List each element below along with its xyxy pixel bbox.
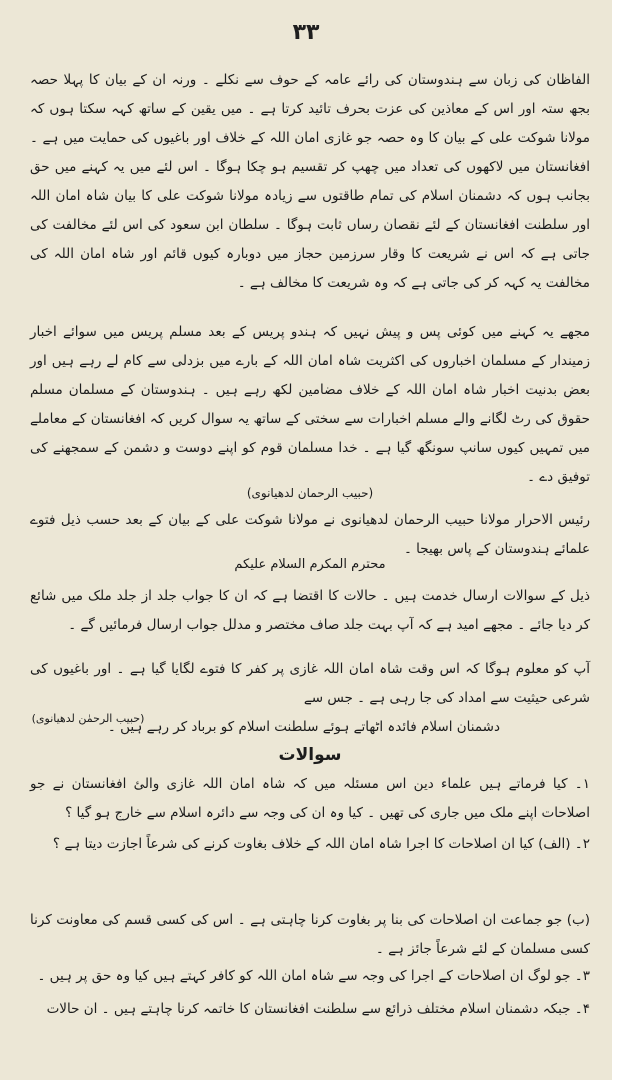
paragraph-5: آپ کو معلوم ہوگا کہ اس وقت شاہ امان اللہ غازی پر کفر کا فتوے لگایا گیا ہے ۔ اور باغیوں کی شرعی حیثیت سے امداد کی جا رہی ہے ۔ جس سے <box>30 661 590 706</box>
paragraph-1: الفاظان کی زبان سے ہندوستان کی رائے عامہ کے حوف سے نکلے ۔ ورنہ ان کے بیان کا پہلا حصہ بجھ ستہ اور اس کے معاذین کی عزت بحرف تائید کرتا ہے ۔ میں یقین کے ساتھ کہہ سکتا ہوں کہ مولانا شوکت علی کے بیان کا وہ حصہ جو غازی امان اللہ کے خلاف اور باغیوں کی حمایت میں ہے ۔ افغانستان میں لاکھوں کی تعداد میں چھپ کر تقسیم ہو چکا ہوگا ۔ اس لئے میں یہ کہنے میں حق بجانب ہوں کہ دشمنان اسلام کی تمام طاقتوں سے زیادہ مولانا شوکت علی کا بیان شاہ امان اللہ اور سلطنت افغانستان کے لئے نقصان رساں ثابت ہوگا ۔ سلطان ابن سعود کی اس لئے مخالفت کی جاتی ہے کہ اس نے شریعت کا وقار سرزمین حجاز میں دوبارہ کیوں قائم اور شاہ امان اللہ کی مخالفت یہ کہہ کر کی جاتی ہے کہ وہ شریعت کا مخالف ہے ۔ <box>30 72 590 291</box>
question-3: ۳۔ جو لوگ ان اصلاحات کے اجرا کی وجہ سے شاہ امان اللہ کو کافر کہتے ہیں کیا وہ حق پر ہیں ۔ <box>37 968 590 984</box>
question-2b: (ب) جو جماعت ان اصلاحات کی بنا پر بغاوت کرنا چاہتی ہے ۔ اس کی کسی قسم کی معاونت کرنا کسی مسلمان کے لئے شرعاً جائز ہے ۔ <box>30 912 590 957</box>
page-number: ٣٣ <box>292 20 320 45</box>
question-1: ۱۔ کیا فرماتے ہیں علماء دین اس مسئلہ میں کہ شاہ امان اللہ غازی والئ افغانستان نے جو اصلاحات اپنے ملک میں جاری کی تھیں ۔ کیا وہ ان کی وجہ سے دائرہ اسلام سے خارج ہو گیا ؟ <box>30 776 590 821</box>
page-edge <box>612 0 622 1080</box>
question-2a: ۲۔ (الف) کیا ان اصلاحات کا اجرا شاہ امان اللہ کے خلاف بغاوت کرنے کی شرعاً اجازت دیتا ہے ؟ <box>52 836 590 852</box>
paragraph-2: مجھے یہ کہنے میں کوئی پس و پیش نہیں کہ ہندو پریس کے بعد مسلم پریس میں سوائے اخبار زمیندار کے مسلمان اخباروں کی اکثریت شاہ امان اللہ کے بارے میں بزدلی سے کام لے رہے ہیں اور بعض بدنیت اخبار شاہ امان اللہ کے خلاف مضامین لکھ رہے ہیں ۔ ہندوستان کے مسلمان مسلم حقوق کی رٹ لگانے والے مسلم اخبارات سے سختی کے ساتھ یہ سوال کریں کہ افغانستان کے معاملے میں تمہیں کیوں سانپ سونگھ گیا ہے ۔ خدا مسلمان قوم کو اپنے دوست و دشمن کے سمجھنے کی توفیق دے ۔ <box>30 324 590 485</box>
paragraph-4: ذیل کے سوالات ارسال خدمت ہیں ۔ حالات کا اقتضا ہے کہ ان کا جواب جلد از جلد ملک میں شائع کر دیا جائے ۔ مجھے امید ہے کہ آپ بہت جلد صاف مختصر و مدلل جواب ارسال فرمائیں گے ۔ <box>30 588 590 633</box>
question-4: ۴۔ جبکہ دشمنان اسلام مختلف ذرائع سے سلطنت افغانستان کا خاتمہ کرنا چاہتے ہیں ۔ ان حالات <box>46 1001 590 1017</box>
salutation: محترم المکرم السلام علیکم <box>234 557 386 572</box>
questions-heading: سوالات <box>278 745 342 765</box>
paragraph-7: دشمنان اسلام فائدہ اٹھاتے ہوئے سلطنت اسلام کو برباد کر رہے ہیں ۔ <box>107 719 500 735</box>
paragraph-3: رئیس الاحرار مولانا حبیب الرحمان لدھیانوی نے مولانا شوکت علی کے بیان کے بعد حسب ذیل فتوے علمائے ہندوستان کے پاس بھیجا ۔ <box>30 512 590 557</box>
signature-2: (حبیب الرحمٰن لدھیانوی) <box>31 712 145 725</box>
signature-1: (حبیب الرحمان لدھیانوی) <box>246 486 374 500</box>
